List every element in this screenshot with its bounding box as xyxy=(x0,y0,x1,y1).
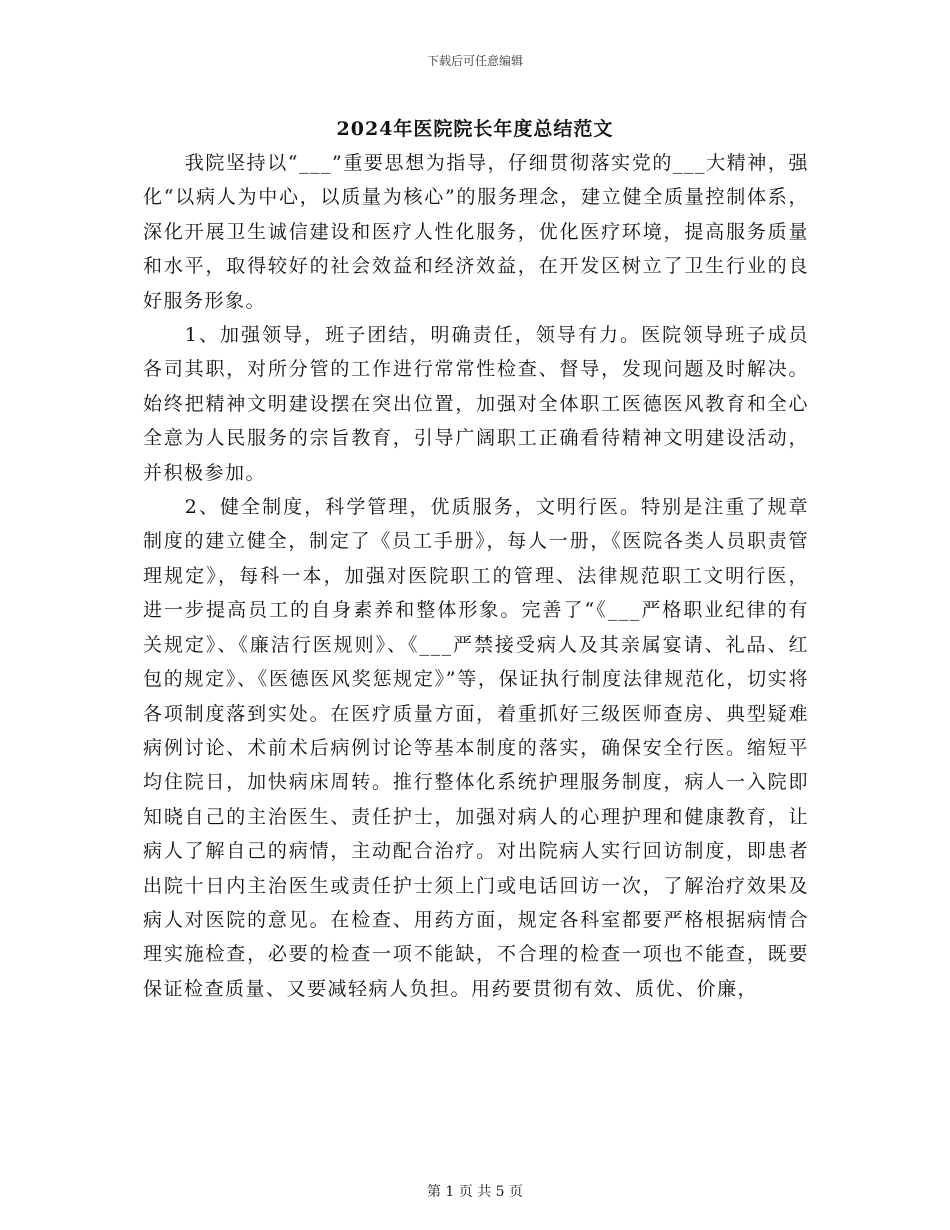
document-body xyxy=(143,146,809,1006)
intro-paragraph: 我院坚持以“___”重要思想为指导，仔细贯彻落实党的___大精神，强化“以病人为中心，以质量为核心”的服务理念，建立健全质量控制体系，深化开展卫生诚信建设和医疗人性化服务，优化医疗环境，提高服务质量和水平，取得较好的社会效益和经济效益，在开发区树立了卫生行业的良好服务形象。 xyxy=(143,152,809,312)
section-1-paragraph: 1、加强领导，班子团结，明确责任，领导有力。医院领导班子成员各司其职，对所分管的工作进行常常性检查、督导，发现问题及时解决。始终把精神文明建设摆在突出位置，加强对全体职工医德医风教育和全心全意为人民服务的宗旨教育，引导广阔职工正确看待精神文明建设活动，并积极参加。 xyxy=(143,324,809,484)
page-number: 第 1 页 共 5 页 xyxy=(426,1184,524,1200)
document-title: 2024年医院院长年度总结范文 xyxy=(336,118,614,140)
header-note: 下载后可任意编辑 xyxy=(426,54,523,68)
section-2-paragraph: 2、健全制度，科学管理，优质服务，文明行医。特别是注重了规章制度的建立健全，制定了《员工手册》，每人一册，《医院各类人员职责管理规定》，每科一本，加强对医院职工的管理、法律规范职工文明行医，进一步提高员工的自身素养和整体形象。完善了“《___严格职业纪律的有关规定》、《廉洁行医规则》、《___严禁接受病人及其亲属宴请、礼品、红包的规定》、《医德医风奖惩规定》”等，保证执行制度法律规范化，切实将各项制度落到实处。在医疗质量方面，着重抓好三级医师查房、典型疑难病例讨论、术前术后病例讨论等基本制度的落实，确保安全行医。缩短平均住院日，加快病床周转。推行整体化系统护理服务制度，病人一入院即知晓自己的主治医生、责任护士，加强对病人的心理护理和健康教育，让病人了解自己的病情，主动配合治疗。对出院病人实行回访制度，即患者出院十日内主治医生或责任护士须上门或电话回访一次，了解治疗效果及病人对医院的意见。在检查、用药方面，规定各科室都要严格根据病情合理实施检查，必要的检查一项不能缺，不合理的检查一项也不能查，既要保证检查质量、又要减轻病人负担。用药要贯彻有效、质优、价廉， xyxy=(143,496,809,1000)
